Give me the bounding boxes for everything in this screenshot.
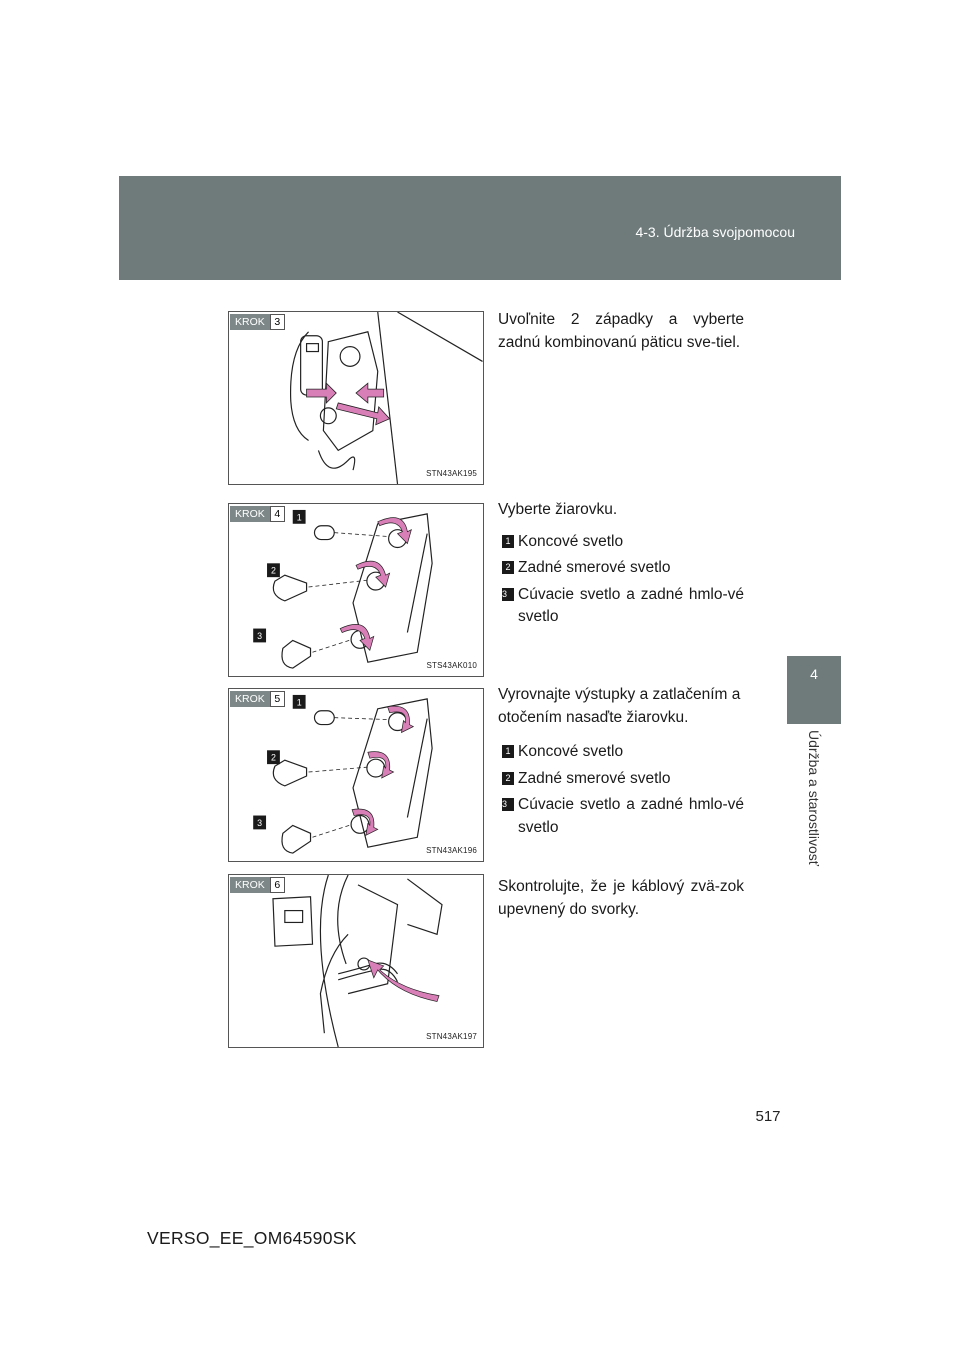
- step-3-text-block: [498, 309, 744, 354]
- tail-lamp-removal-illustration: [229, 312, 483, 484]
- page-number: 517: [755, 1108, 781, 1125]
- item-label: Cúvacie svetlo a zadné hmlo-vé svetlo: [518, 585, 744, 625]
- item-number: 1: [502, 535, 514, 548]
- list-item: [498, 768, 744, 791]
- item-label: Cúvacie svetlo a zadné hmlo-vé svetlo: [518, 796, 744, 836]
- step-5-text-block: [498, 684, 744, 839]
- step-badge: [230, 691, 285, 707]
- figure-code: STN43AK195: [426, 469, 477, 478]
- chapter-side-label: Údržba a starostlivosť: [806, 730, 822, 866]
- item-number: 2: [502, 772, 514, 785]
- chapter-number: 4: [810, 666, 818, 682]
- step-badge: [230, 506, 285, 522]
- figure-step-6: [228, 874, 484, 1048]
- chapter-tab: [787, 656, 841, 724]
- figure-step-4: [228, 503, 484, 677]
- step-6-instruction: Skontrolujte, že je káblový zvä-zok upevnený do svorky.: [498, 878, 744, 918]
- item-label: Zadné smerové svetlo: [518, 769, 671, 787]
- list-item: [498, 557, 744, 580]
- item-number: 1: [502, 745, 514, 758]
- list-item: [498, 794, 744, 839]
- step-3-instruction: Uvoľnite 2 západky a vyberte zadnú kombinovanú päticu sve-tiel.: [498, 311, 744, 351]
- step-6-text-block: [498, 876, 744, 921]
- list-item: [498, 584, 744, 629]
- figure-step-5: [228, 688, 484, 862]
- item-label: Koncové svetlo: [518, 532, 624, 550]
- step-badge-label: KROK: [230, 691, 270, 707]
- step-badge-number: 3: [270, 314, 285, 330]
- step-badge: [230, 314, 285, 330]
- step-4-instruction: Vyberte žiarovku.: [498, 501, 618, 518]
- bulb-removal-illustration: [229, 504, 483, 676]
- step-badge-label: KROK: [230, 314, 270, 330]
- section-header: [119, 176, 841, 280]
- wire-harness-clamp-illustration: [229, 875, 483, 1047]
- step-5-instruction: Vyrovnajte výstupky a zatlačením a otočením nasaďte žiarovku.: [498, 686, 741, 726]
- figure-code: STN43AK196: [426, 846, 477, 855]
- callout-3: 3: [257, 630, 263, 641]
- item-label: Koncové svetlo: [518, 743, 624, 760]
- item-label: Zadné smerové svetlo: [518, 559, 671, 576]
- step-badge-number: 5: [270, 691, 285, 707]
- callout-2: 2: [270, 752, 276, 763]
- step-badge-number: 6: [270, 877, 285, 893]
- document-code: VERSO_EE_OM64590SK: [147, 1228, 357, 1248]
- bulb-installation-illustration: [229, 689, 483, 861]
- item-number: 3: [502, 798, 514, 811]
- step-badge-label: KROK: [230, 877, 270, 893]
- callout-3: 3: [257, 817, 263, 828]
- step-badge: [230, 877, 285, 893]
- figure-code: STS43AK010: [426, 661, 477, 670]
- callout-1: 1: [296, 697, 302, 708]
- item-number: 2: [502, 561, 514, 574]
- callout-2: 2: [270, 565, 276, 576]
- step-badge-label: KROK: [230, 506, 270, 522]
- section-title: 4-3. Údržba svojpomocou: [635, 224, 795, 240]
- list-item: [498, 741, 744, 764]
- list-item: [498, 531, 744, 554]
- step-4-text-block: [498, 499, 744, 629]
- item-number: 3: [502, 588, 514, 601]
- step-badge-number: 4: [270, 506, 285, 522]
- figure-code: STN43AK197: [426, 1032, 477, 1041]
- callout-1: 1: [296, 512, 302, 523]
- figure-step-3: [228, 311, 484, 485]
